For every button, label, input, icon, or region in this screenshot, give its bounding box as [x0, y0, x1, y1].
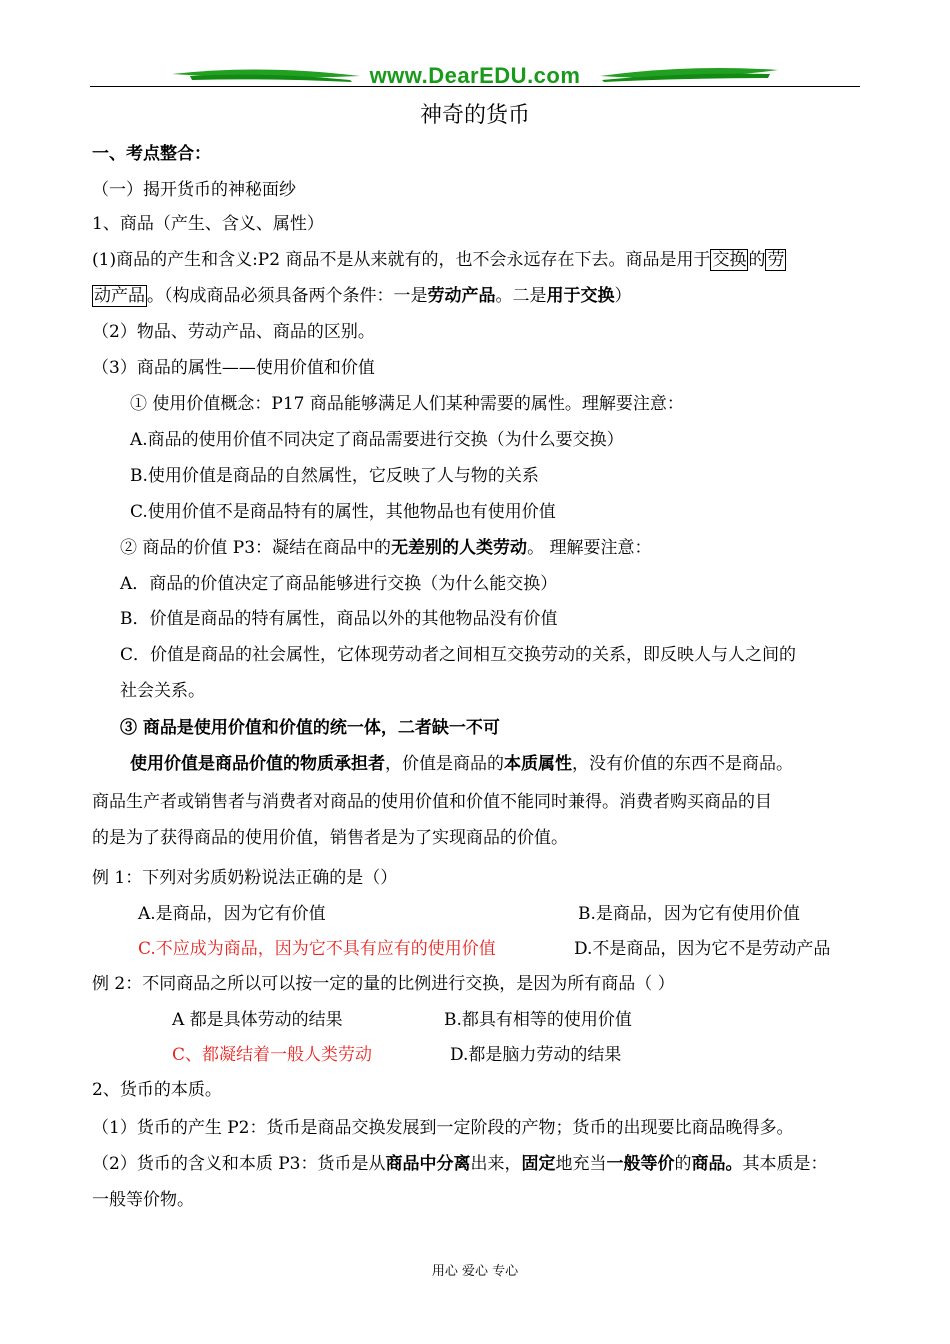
site-logo [170, 62, 780, 90]
example-question: 例 1：下列对劣质奶粉说法正确的是（） [92, 868, 398, 888]
paragraph-line: 社会关系。 [120, 681, 205, 701]
item-heading: 1、商品（产生、含义、属性） [92, 214, 324, 234]
paragraph-line: 动产品 。（构成商品必须具备两个条件：一是劳动产品。二是用于交换） [94, 286, 632, 306]
logo-text: www.DearEDU.com [369, 63, 581, 88]
option-c-answer: C.不应成为商品，因为它不具有应有的使用价值 [138, 939, 496, 959]
option-a: A 都是具体劳动的结果 [172, 1010, 343, 1030]
paragraph-line: 的是为了获得商品的使用价值，销售者是为了实现商品的价值。 [92, 828, 568, 848]
option-b: B.是商品，因为它有使用价值 [578, 904, 800, 924]
paragraph-line: （2）货币的含义和本质 P3：货币是从商品中分离出来，固定地充当一般等价的商品。其本质是： [92, 1154, 828, 1174]
paragraph-line: ② 商品的价值 P3：凝结在商品中的无差别的人类劳动。 理解要注意： [120, 538, 652, 558]
paragraph-line: 使用价值是商品价值的物质承担者，价值是商品的本质属性，没有价值的东西不是商品。 [130, 754, 793, 774]
page-title: 神奇的货币 [419, 103, 530, 128]
boxed-term: 动产品 [94, 286, 145, 306]
paragraph-line: A.商品的使用价值不同决定了商品需要进行交换（为什么要交换） [130, 430, 624, 450]
paragraph-line: B.使用价值是商品的自然属性，它反映了人与物的关系 [130, 466, 539, 486]
option-d: D.都是脑力劳动的结果 [450, 1045, 622, 1065]
paragraph-line: 商品生产者或销售者与消费者对商品的使用价值和价值不能同时兼得。消费者购买商品的目 [92, 792, 772, 812]
option-a: A.是商品，因为它有价值 [138, 904, 326, 924]
paragraph-line: ① 使用价值概念：P17 商品能够满足人们某种需要的属性。理解要注意： [130, 394, 684, 414]
option-d: D.不是商品，因为它不是劳动产品 [574, 939, 831, 959]
paragraph-line: 一般等价物。 [92, 1190, 194, 1210]
paragraph-line: A．商品的价值决定了商品能够进行交换（为什么能交换） [120, 574, 558, 594]
option-c-answer: C、都凝结着一般人类劳动 [172, 1045, 373, 1065]
boxed-term: 交换 [712, 250, 747, 270]
page-footer: 用心 爱心 专心 [431, 1264, 519, 1279]
paragraph-line: (1)商品的产生和含义:P2 商品不是从来就有的，也不会永远存在下去。商品是用于 交换 的 劳 [92, 250, 785, 270]
paragraph-line: （3）商品的属性——使用价值和价值 [92, 358, 375, 378]
subsection-heading: （一）揭开货币的神秘面纱 [92, 180, 296, 200]
example-question: 例 2：不同商品之所以可以按一定的量的比例进行交换，是因为所有商品（ ） [92, 974, 675, 994]
section-heading: 一、考点整合： [92, 144, 211, 164]
paragraph-line: （1）货币的产生 P2：货币是商品交换发展到一定阶段的产物；货币的出现要比商品晚得多。 [92, 1118, 794, 1138]
paragraph-line: C.使用价值不是商品特有的属性，其他物品也有使用价值 [130, 502, 556, 522]
paragraph-line: ③ 商品是使用价值和价值的统一体，二者缺一不可 [120, 718, 500, 738]
item-heading: 2、货币的本质。 [92, 1080, 222, 1100]
paragraph-line: （2）物品、劳动产品、商品的区别。 [92, 322, 375, 342]
option-b: B.都具有相等的使用价值 [444, 1010, 632, 1030]
boxed-term: 劳 [767, 250, 785, 270]
paragraph-line: C．价值是商品的社会属性，它体现劳动者之间相互交换劳动的关系，即反映人与人之间的 [120, 645, 797, 665]
paragraph-line: B．价值是商品的特有属性，商品以外的其他物品没有价值 [120, 609, 558, 629]
